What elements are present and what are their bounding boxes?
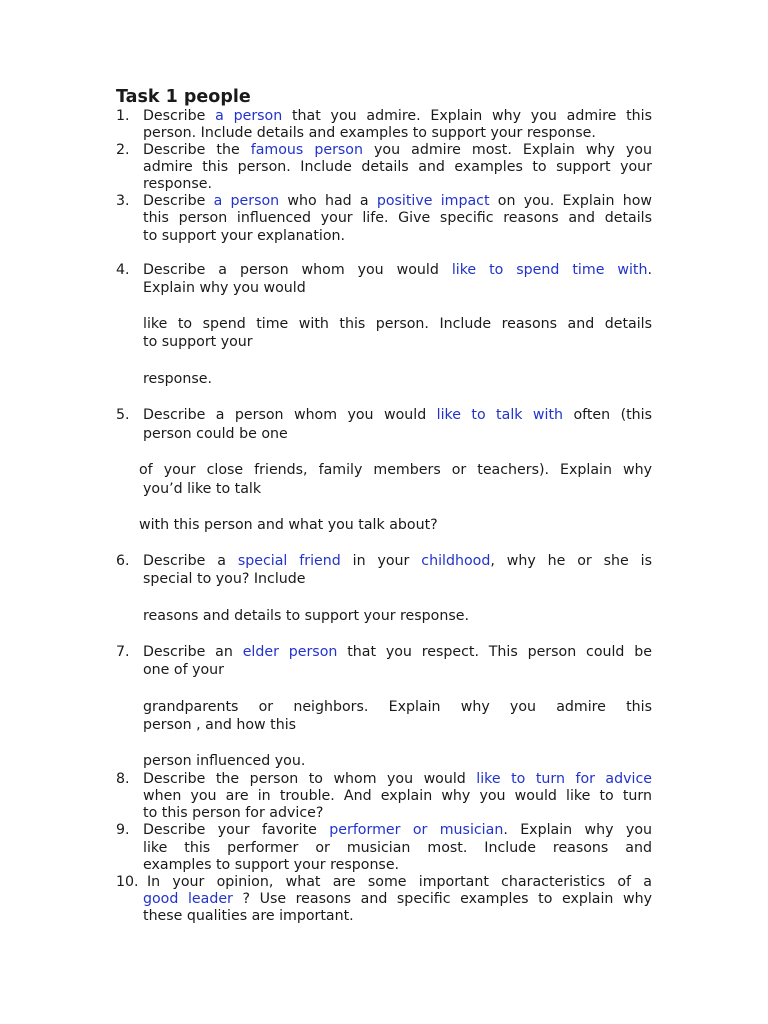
- question-2: 2. Describe the famous person you admire most. Explain why you: [116, 142, 652, 158]
- highlight-term: performer or musician: [329, 822, 504, 838]
- question-7: 7. Describe an elder person that you respect. This person could be: [116, 644, 652, 660]
- question-7-line: one of your: [143, 662, 224, 678]
- question-7-line: person , and how this: [143, 717, 297, 733]
- question-9-line: like this performer or musician most. Include reasons and: [143, 840, 652, 856]
- question-2-line: response.: [143, 176, 212, 192]
- question-7-line: grandparents or neighbors. Explain why you admire this: [143, 699, 652, 715]
- highlight-term: a person: [213, 193, 280, 209]
- question-5: 5. Describe a person whom you would like to talk with often (this: [116, 407, 652, 423]
- question-7-line: person influenced you.: [143, 753, 306, 769]
- question-6: 6. Describe a special friend in your childhood, why he or she is: [116, 553, 652, 569]
- highlight-term: positive impact: [376, 193, 490, 209]
- highlight-term: famous person: [250, 142, 363, 158]
- question-8: 8. Describe the person to whom you would like to turn for advice: [116, 771, 652, 787]
- highlight-term: good leader: [143, 891, 233, 907]
- question-number: 3.: [116, 193, 130, 209]
- highlight-term: like to talk with: [436, 407, 564, 423]
- question-4-line: to support your: [143, 334, 253, 350]
- question-number: 1.: [116, 108, 130, 124]
- question-3-line: to support your explanation.: [143, 228, 346, 244]
- question-1-line: person. Include details and examples to support your response.: [143, 125, 596, 141]
- highlight-term: childhood: [421, 553, 491, 569]
- question-number: 8.: [116, 771, 130, 787]
- question-5-line: of your close friends, family members or teachers). Explain why: [139, 462, 652, 478]
- page-title: Task 1 people: [116, 87, 251, 107]
- highlight-term: a person: [215, 108, 283, 124]
- question-6-line: reasons and details to support your response.: [143, 608, 469, 624]
- question-10-line: these qualities are important.: [143, 908, 354, 924]
- highlight-term: like to spend time with: [451, 262, 648, 278]
- question-4: 4. Describe a person whom you would like to spend time with.: [116, 262, 652, 278]
- highlight-term: elder person: [242, 644, 338, 660]
- question-number: 10.: [116, 874, 139, 890]
- question-5-line: person could be one: [143, 426, 288, 442]
- question-9: 9. Describe your favorite performer or musician. Explain why you: [116, 822, 652, 838]
- question-number: 5.: [116, 407, 130, 423]
- question-4-line: Explain why you would: [143, 280, 306, 296]
- question-9-line: examples to support your response.: [143, 857, 400, 873]
- question-number: 4.: [116, 262, 130, 278]
- question-4-line: like to spend time with this person. Include reasons and details: [143, 316, 652, 332]
- question-5-line: with this person and what you talk about?: [139, 517, 438, 533]
- highlight-term: like to turn for advice: [476, 771, 652, 787]
- question-10: 10. In your opinion, what are some important characteristics of a: [116, 874, 652, 890]
- question-number: 6.: [116, 553, 130, 569]
- question-number: 2.: [116, 142, 130, 158]
- highlight-term: special friend: [237, 553, 341, 569]
- question-8-line: when you are in trouble. And explain why you would like to turn: [143, 788, 652, 804]
- question-number: 7.: [116, 644, 130, 660]
- question-10-line: good leader ? Use reasons and specific examples to explain why: [143, 891, 652, 907]
- question-6-line: special to you? Include: [143, 571, 306, 587]
- question-3-line: this person influenced your life. Give specific reasons and details: [143, 210, 652, 226]
- question-1: 1. Describe a person that you admire. Explain why you admire this: [116, 108, 652, 124]
- question-3: 3. Describe a person who had a positive impact on you. Explain how: [116, 193, 652, 209]
- question-2-line: admire this person. Include details and examples to support your: [143, 159, 652, 175]
- question-5-line: you’d like to talk: [143, 481, 262, 497]
- question-4-line: response.: [143, 371, 212, 387]
- question-8-line: to this person for advice?: [143, 805, 324, 821]
- question-number: 9.: [116, 822, 130, 838]
